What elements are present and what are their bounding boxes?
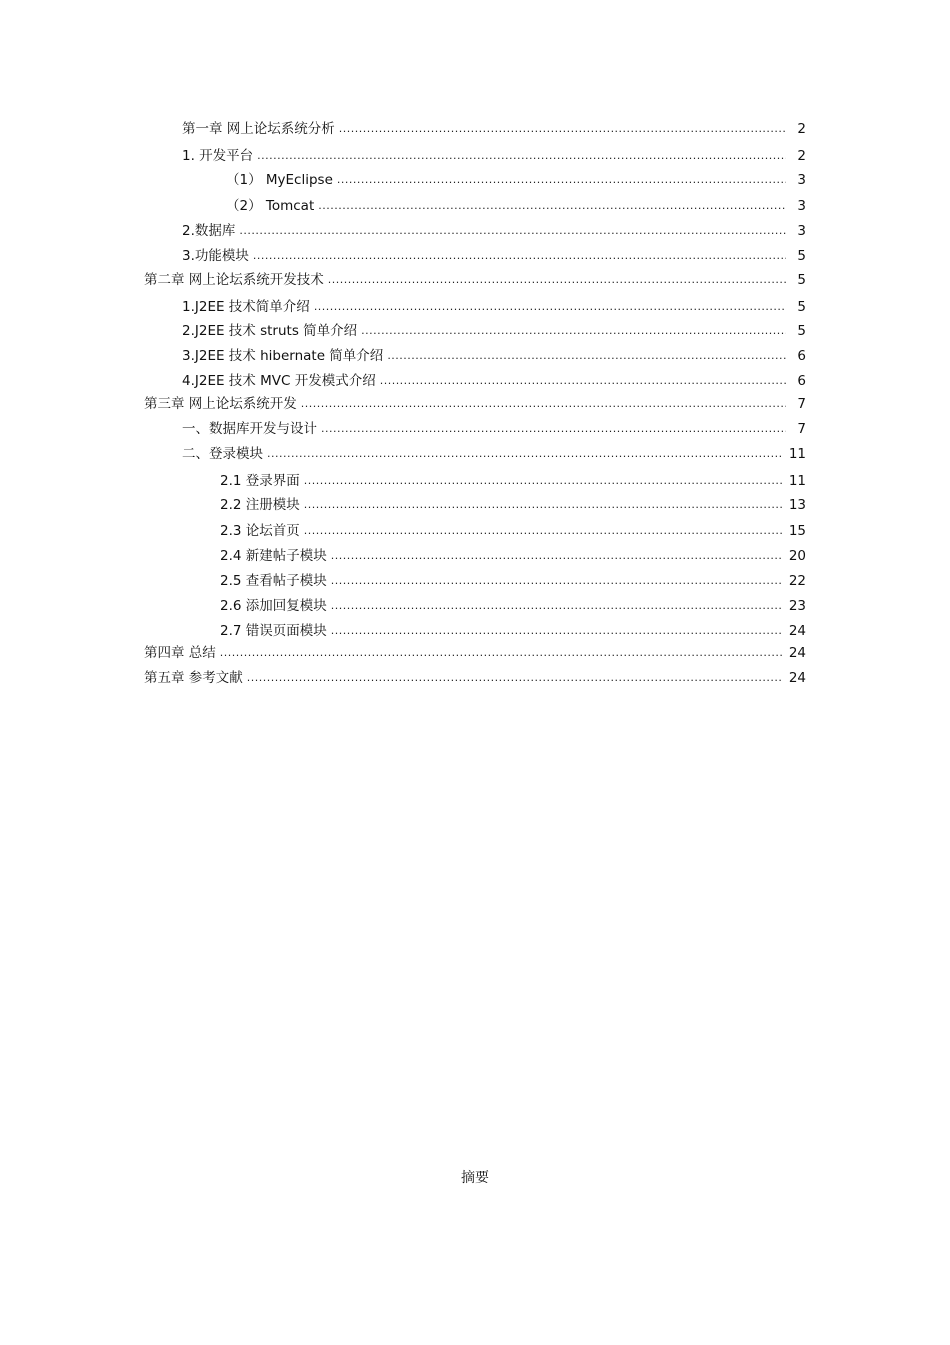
toc-entry xyxy=(182,118,806,138)
toc-page: 6 xyxy=(797,373,806,389)
toc-entry xyxy=(220,520,806,540)
toc-title: 第四章 总结 xyxy=(144,645,216,661)
toc-leader xyxy=(304,498,783,512)
toc-page: 7 xyxy=(797,396,806,412)
toc-entry xyxy=(182,320,806,340)
toc-title: （1） MyEclipse xyxy=(226,172,333,188)
toc-leader xyxy=(247,671,783,685)
toc-page: 3 xyxy=(797,223,806,239)
toc-page: 23 xyxy=(788,598,806,614)
toc-leader xyxy=(361,324,786,338)
toc-page: 5 xyxy=(797,299,806,315)
toc-leader xyxy=(331,599,783,613)
toc-entry xyxy=(220,470,806,490)
toc-entry xyxy=(144,642,806,662)
toc-title: 二、登录模块 xyxy=(182,446,263,462)
toc-title: 3.功能模块 xyxy=(182,248,249,264)
toc-page: 7 xyxy=(797,421,806,437)
toc-leader xyxy=(253,249,786,263)
toc-page: 15 xyxy=(788,523,806,539)
toc-leader xyxy=(301,397,786,411)
toc-title: 第二章 网上论坛系统开发技术 xyxy=(144,272,324,288)
toc-page: 11 xyxy=(788,473,806,489)
toc-page: 3 xyxy=(797,198,806,214)
toc-title: 2.2 注册模块 xyxy=(220,497,300,513)
toc-leader xyxy=(318,199,786,213)
toc-entry xyxy=(182,443,806,463)
toc-page: 6 xyxy=(797,348,806,364)
toc-page: 5 xyxy=(797,272,806,288)
toc-leader xyxy=(239,224,786,238)
toc-page: 24 xyxy=(788,645,806,661)
toc-entry xyxy=(182,145,806,165)
toc-entry xyxy=(220,620,806,640)
toc-leader xyxy=(321,422,786,436)
toc-entry xyxy=(226,195,806,215)
toc-page: 20 xyxy=(788,548,806,564)
toc-title: 2.J2EE 技术 struts 简单介绍 xyxy=(182,323,358,339)
toc-title: 2.5 查看帖子模块 xyxy=(220,573,327,589)
toc-title: 3.J2EE 技术 hibernate 简单介绍 xyxy=(182,348,384,364)
toc-entry xyxy=(144,393,806,413)
toc-title: 第五章 参考文献 xyxy=(144,670,243,686)
toc-leader xyxy=(387,349,786,363)
toc-leader xyxy=(337,173,786,187)
toc-entry xyxy=(220,545,806,565)
toc-entry xyxy=(220,595,806,615)
toc-leader xyxy=(304,474,783,488)
toc-entry xyxy=(182,418,806,438)
toc-entry xyxy=(144,667,806,687)
toc-title: 1. 开发平台 xyxy=(182,148,254,164)
toc-leader xyxy=(257,149,786,163)
toc-title: 4.J2EE 技术 MVC 开发模式介绍 xyxy=(182,373,376,389)
toc-entry xyxy=(182,245,806,265)
toc-title: 第一章 网上论坛系统分析 xyxy=(182,121,335,137)
toc-leader xyxy=(314,300,786,314)
toc-entry xyxy=(144,269,806,289)
toc-page: 2 xyxy=(797,121,806,137)
toc-leader xyxy=(331,549,783,563)
toc-page: 24 xyxy=(788,623,806,639)
toc-title: 2.数据库 xyxy=(182,223,236,239)
toc-leader xyxy=(328,273,786,287)
toc-leader xyxy=(380,374,786,388)
toc-leader xyxy=(339,122,786,136)
toc-title: 1.J2EE 技术简单介绍 xyxy=(182,299,310,315)
toc-title: 2.6 添加回复模块 xyxy=(220,598,327,614)
toc-page: 11 xyxy=(788,446,806,462)
toc-title: 2.7 错误页面模块 xyxy=(220,623,327,639)
toc-entry xyxy=(182,345,806,365)
toc-title: 第三章 网上论坛系统开发 xyxy=(144,396,297,412)
toc-title: 2.3 论坛首页 xyxy=(220,523,300,539)
toc-page: 22 xyxy=(788,573,806,589)
toc-leader xyxy=(304,524,783,538)
toc-entry xyxy=(220,570,806,590)
toc-entry xyxy=(226,169,806,189)
toc-page: 5 xyxy=(797,248,806,264)
toc-leader xyxy=(331,624,783,638)
abstract-heading: 摘要 xyxy=(461,1170,489,1186)
toc-title: （2） Tomcat xyxy=(226,198,315,214)
toc-page: 5 xyxy=(797,323,806,339)
toc-entry xyxy=(182,220,806,240)
toc-entry xyxy=(182,296,806,316)
toc-title: 一、数据库开发与设计 xyxy=(182,421,317,437)
toc-title: 2.4 新建帖子模块 xyxy=(220,548,327,564)
toc-page: 3 xyxy=(797,172,806,188)
toc-page: 24 xyxy=(788,670,806,686)
toc-leader xyxy=(331,574,783,588)
toc-title: 2.1 登录界面 xyxy=(220,473,300,489)
toc-entry xyxy=(220,494,806,514)
toc-page: 13 xyxy=(788,497,806,513)
toc-leader xyxy=(267,447,783,461)
toc-leader xyxy=(220,646,783,660)
toc-entry xyxy=(182,370,806,390)
toc-page: 2 xyxy=(797,148,806,164)
